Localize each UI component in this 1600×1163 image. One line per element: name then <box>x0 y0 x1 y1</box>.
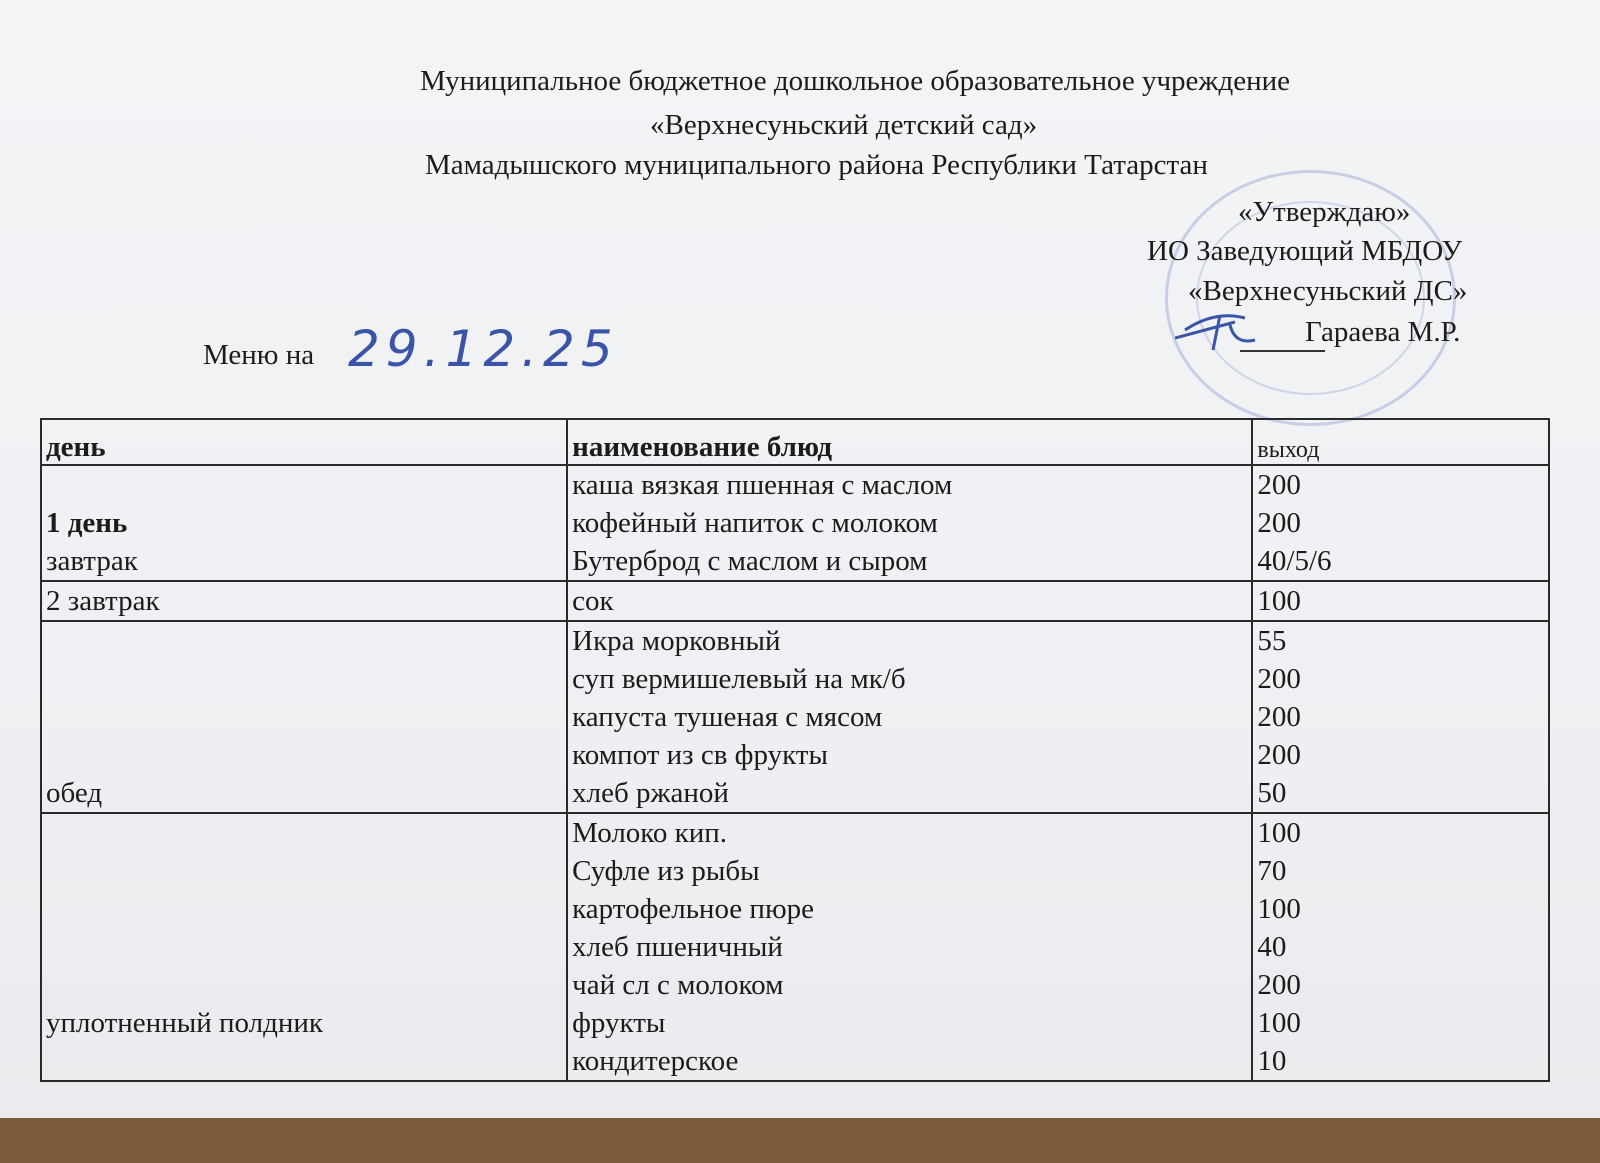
portions-cell <box>1252 581 1549 621</box>
portion-item: 200 <box>1257 969 1301 1001</box>
portion-item: 100 <box>1257 893 1301 925</box>
dish-item: компот из св фрукты <box>572 739 828 771</box>
portion-item: 200 <box>1257 469 1301 501</box>
meal-cell <box>41 465 567 581</box>
column-header-portion: выход <box>1252 419 1549 465</box>
menu-label: Меню на <box>203 339 315 371</box>
dish-item: Молоко кип. <box>572 817 728 849</box>
portion-item: 40/5/6 <box>1257 545 1332 577</box>
meal-name: 2 завтрак <box>46 585 160 617</box>
header-line-3: Мамадышского муниципального района Республики Татарстан <box>425 149 1208 181</box>
dishes-cell <box>567 813 1252 1081</box>
dish-item: кофейный напиток с молоком <box>572 507 938 539</box>
menu-date-handwritten: 29.12.25 <box>348 320 619 378</box>
portion-item: 200 <box>1257 739 1301 771</box>
dish-item: картофельное пюре <box>572 893 814 925</box>
portion-item: 200 <box>1257 701 1301 733</box>
dish-item: чай сл с молоком <box>572 969 784 1001</box>
meal-name: обед <box>46 777 103 809</box>
dishes-cell <box>567 621 1252 813</box>
meal-cell <box>41 621 567 813</box>
dishes-cell <box>567 465 1252 581</box>
portion-item: 40 <box>1257 931 1287 963</box>
menu-table <box>40 418 1550 1082</box>
meal-name: завтрак <box>46 545 138 577</box>
approval-position: ИО Заведующий МБДОУ <box>1147 235 1463 267</box>
approval-title: «Утверждаю» <box>1238 196 1411 228</box>
table-row <box>41 581 1549 621</box>
portion-item: 200 <box>1257 507 1301 539</box>
dish-item: суп вермишелевый на мк/б <box>572 663 906 695</box>
table-row <box>41 621 1549 813</box>
portion-item: 50 <box>1257 777 1287 809</box>
portions-cell <box>1252 813 1549 1081</box>
dish-item: Бутерброд с маслом и сыром <box>572 545 928 577</box>
meal-name: уплотненный полдник <box>46 1007 323 1039</box>
meal-cell <box>41 813 567 1081</box>
table-row <box>41 813 1549 1081</box>
dish-item: каша вязкая пшенная с маслом <box>572 469 953 501</box>
dish-item: хлеб ржаной <box>572 777 729 809</box>
portions-cell <box>1252 465 1549 581</box>
header-line-1: Муниципальное бюджетное дошкольное образовательное учреждение <box>420 65 1290 97</box>
portion-item: 10 <box>1257 1045 1287 1077</box>
dish-item: сок <box>572 585 614 617</box>
dish-item: Суфле из рыбы <box>572 855 760 887</box>
portion-item: 100 <box>1257 817 1301 849</box>
approval-name: Гараева М.Р. <box>1305 316 1461 348</box>
dish-item: хлеб пшеничный <box>572 931 783 963</box>
header-line-2: «Верхнесуньский детский сад» <box>650 109 1038 141</box>
dishes-cell <box>567 581 1252 621</box>
portion-item: 100 <box>1257 1007 1301 1039</box>
portion-item: 200 <box>1257 663 1301 695</box>
table-header-row <box>41 419 1549 465</box>
meal-day: 1 день <box>46 507 128 539</box>
portion-item: 100 <box>1257 585 1301 617</box>
dish-item: фрукты <box>572 1007 666 1039</box>
table-row <box>41 465 1549 581</box>
dish-item: капуста тушеная с мясом <box>572 701 883 733</box>
meal-cell <box>41 581 567 621</box>
approval-organization: «Верхнесуньский ДС» <box>1188 275 1468 307</box>
dish-item: Икра морковный <box>572 625 781 657</box>
column-header-dish: наименование блюд <box>567 419 1252 465</box>
portion-item: 55 <box>1257 625 1287 657</box>
portions-cell <box>1252 621 1549 813</box>
portion-item: 70 <box>1257 855 1287 887</box>
column-header-day: день <box>41 419 567 465</box>
dish-item: кондитерское <box>572 1045 739 1077</box>
